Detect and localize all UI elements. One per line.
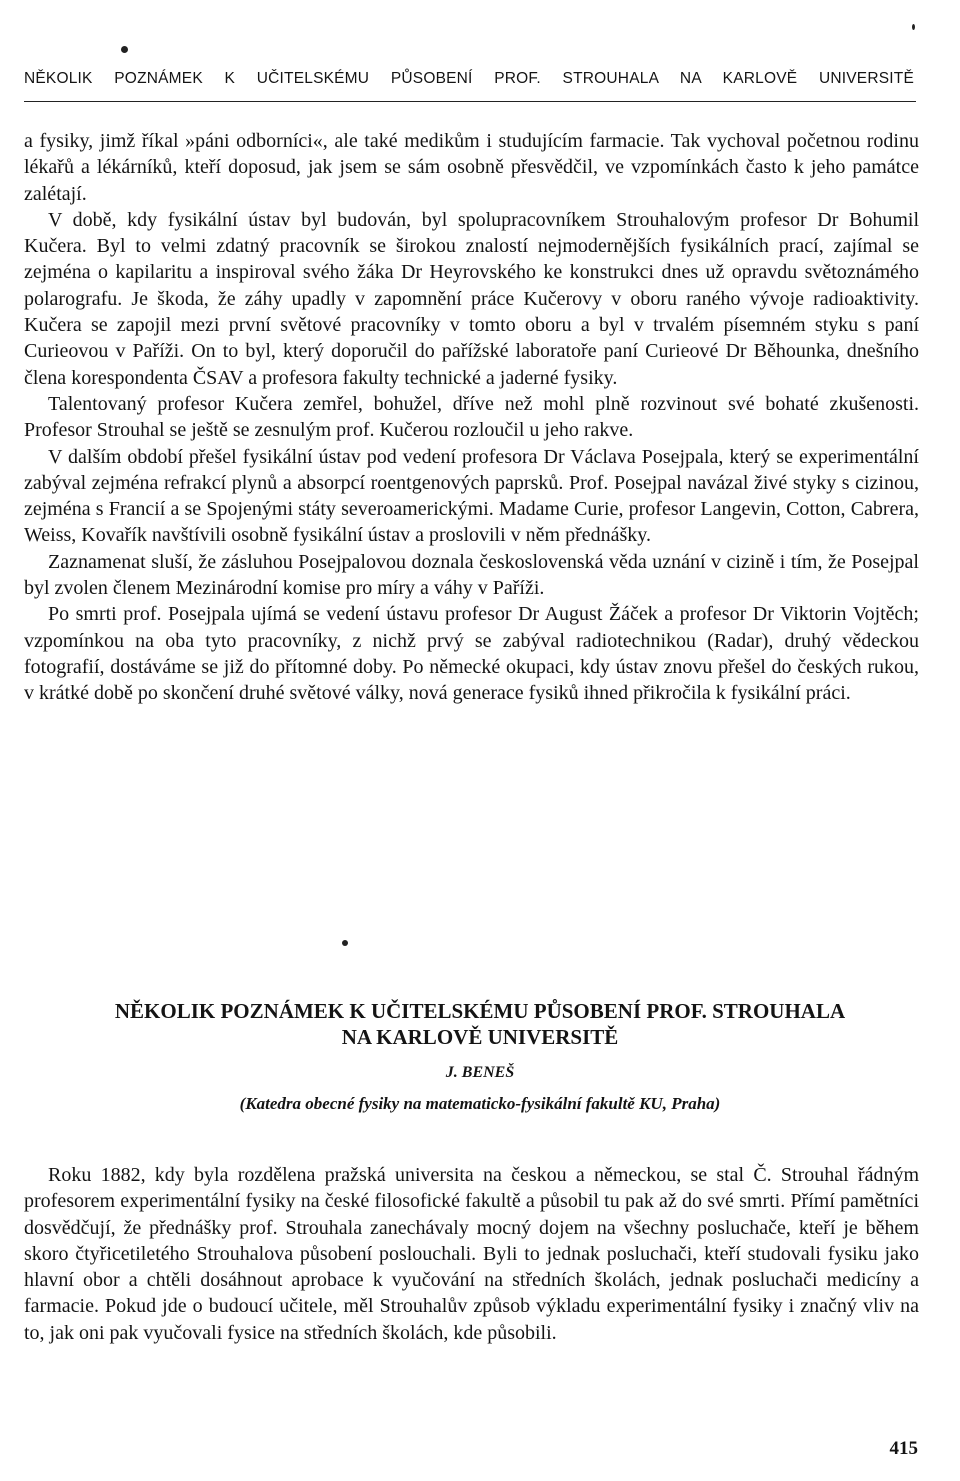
print-speck	[342, 940, 348, 946]
author-affiliation: (Katedra obecné fysiky na matematicko-fysikální fakultě KU, Praha)	[239, 1094, 721, 1113]
section-1-body	[24, 128, 919, 707]
header-rule	[24, 101, 916, 102]
page-number: 415	[889, 1438, 918, 1459]
print-speck	[121, 46, 128, 53]
print-speck	[912, 24, 915, 30]
paragraph: V dalším období přešel fysikální ústav pod vedení profesora Dr Václava Posejpala, který se experimentální zabýval zejména refrakcí plynů a absorpcí roentgenových paprsků. Prof. Posejpal navázal živé styky s cizinou, zejména s Francií a se Spojenými státy severoamerickými. Madame Curie, profesor Langevin, Cotton, Cabrera, Weiss, Kovařík navštívili osobně fysikální ústav a proslovili v něm přednášky.	[24, 445, 919, 547]
paragraph: Zaznamenat sluší, že zásluhou Posejpalovou doznala československá věda uznání v cizině i tím, že Posejpal byl zvolen členem Mezinárodní komise pro míry a váhy v Paříži.	[24, 550, 919, 600]
paragraph: a fysiky, jimž říkal »páni odborníci«, ale také medikům i studujícím farmacie. Tak vychoval početnou rodinu lékařů a lékárníků, kteří doposud, jak jsem se sám osobně přesvědčil, ve vzpomínkách často k jeho památce zalétají.	[24, 130, 919, 205]
author-name: J. BENEŠ	[445, 1064, 515, 1081]
article-title-line-2: NA KARLOVĚ UNIVERSITĚ	[341, 1025, 619, 1049]
paragraph: Po smrti prof. Posejpala ujímá se vedení ústavu profesor Dr August Žáček a profesor Dr Viktorin Vojtěch; vzpomínkou na oba tyto pracovníky, z nichž prvý se zabýval radiotechnikou (Radar), druhý vědeckou fotografií, dostáváme se již do přítomné doby. Po německé okupaci, kdy ústav znovu přešel do českých rukou, v krátké době po skončení druhé světové války, nová generace fysiků ihned přikročila k fysikální práci.	[24, 603, 919, 705]
paragraph: V době, kdy fysikální ústav byl budován, byl spolupracovníkem Strouhalovým profesor Dr Bohumil Kučera. Byl to velmi zdatný pracovník se širokou znalostí nejmodernějších fysikálních prací, zajímal se zejména o kapilaritu a inspiroval svého žáka Dr Heyrovského ke konstrukci dnes už opravdu světoznámého polarografu. Je škoda, že záhy upadly v zapomnění práce Kučerovy v oboru raného vývoje radioaktivity. Kučera se zapojil mezi první světové pracovníky v tomto oboru a byl v trvalém písemném styku s paní Curieovou v Paříži. On to byl, který doporučil do pařížské laboratoře paní Curieové Dr Běhounka, dnešního člena korespondenta ČSAV a profesora fakulty technické a jaderné fysiky.	[24, 208, 919, 389]
article-title-line-1: NĚKOLIK POZNÁMEK K UČITELSKÉMU PŮSOBENÍ PROF. STROUHALA	[114, 999, 846, 1023]
paragraph: Roku 1882, kdy byla rozdělena pražská universita na českou a německou, se stal Č. Strouhal řádným profesorem experimentální fysiky na české filosofické fakultě a působil tu pak až do své smrti. Přímí pamětníci dosvědčují, že přednášky prof. Strouhala zanechávaly mocný dojem na všechny posluchače, kteří je během skoro čtyřicetiletého Strouhalova působení poslouchali. Byli to jednak posluchači, kteří studovali fysiku jako hlavní obor a chtěli dosáhnout aprobace k vyučování na středních školách, jednak posluchači medicíny a farmacie. Pokud jde o budoucí učitele, měl Strouhalův způsob výkladu experimentální fysiky i značný vliv na to, jak oni pak vyučovali fysice na středních školách, kde působili.	[24, 1164, 919, 1344]
article-body	[24, 1162, 919, 1346]
paragraph: Talentovaný profesor Kučera zemřel, bohužel, dříve než mohl plně rozvinout své bohaté zkušenosti. Profesor Strouhal se ještě se zesnulým prof. Kučerou rozloučil u jeho rakve.	[24, 392, 919, 442]
running-header: NĚKOLIK POZNÁMEK K UČITELSKÉMU PŮSOBENÍ PROF. STROUHALA NA KARLOVĚ UNIVERSITĚ	[24, 70, 914, 87]
article-title	[40, 998, 920, 1050]
